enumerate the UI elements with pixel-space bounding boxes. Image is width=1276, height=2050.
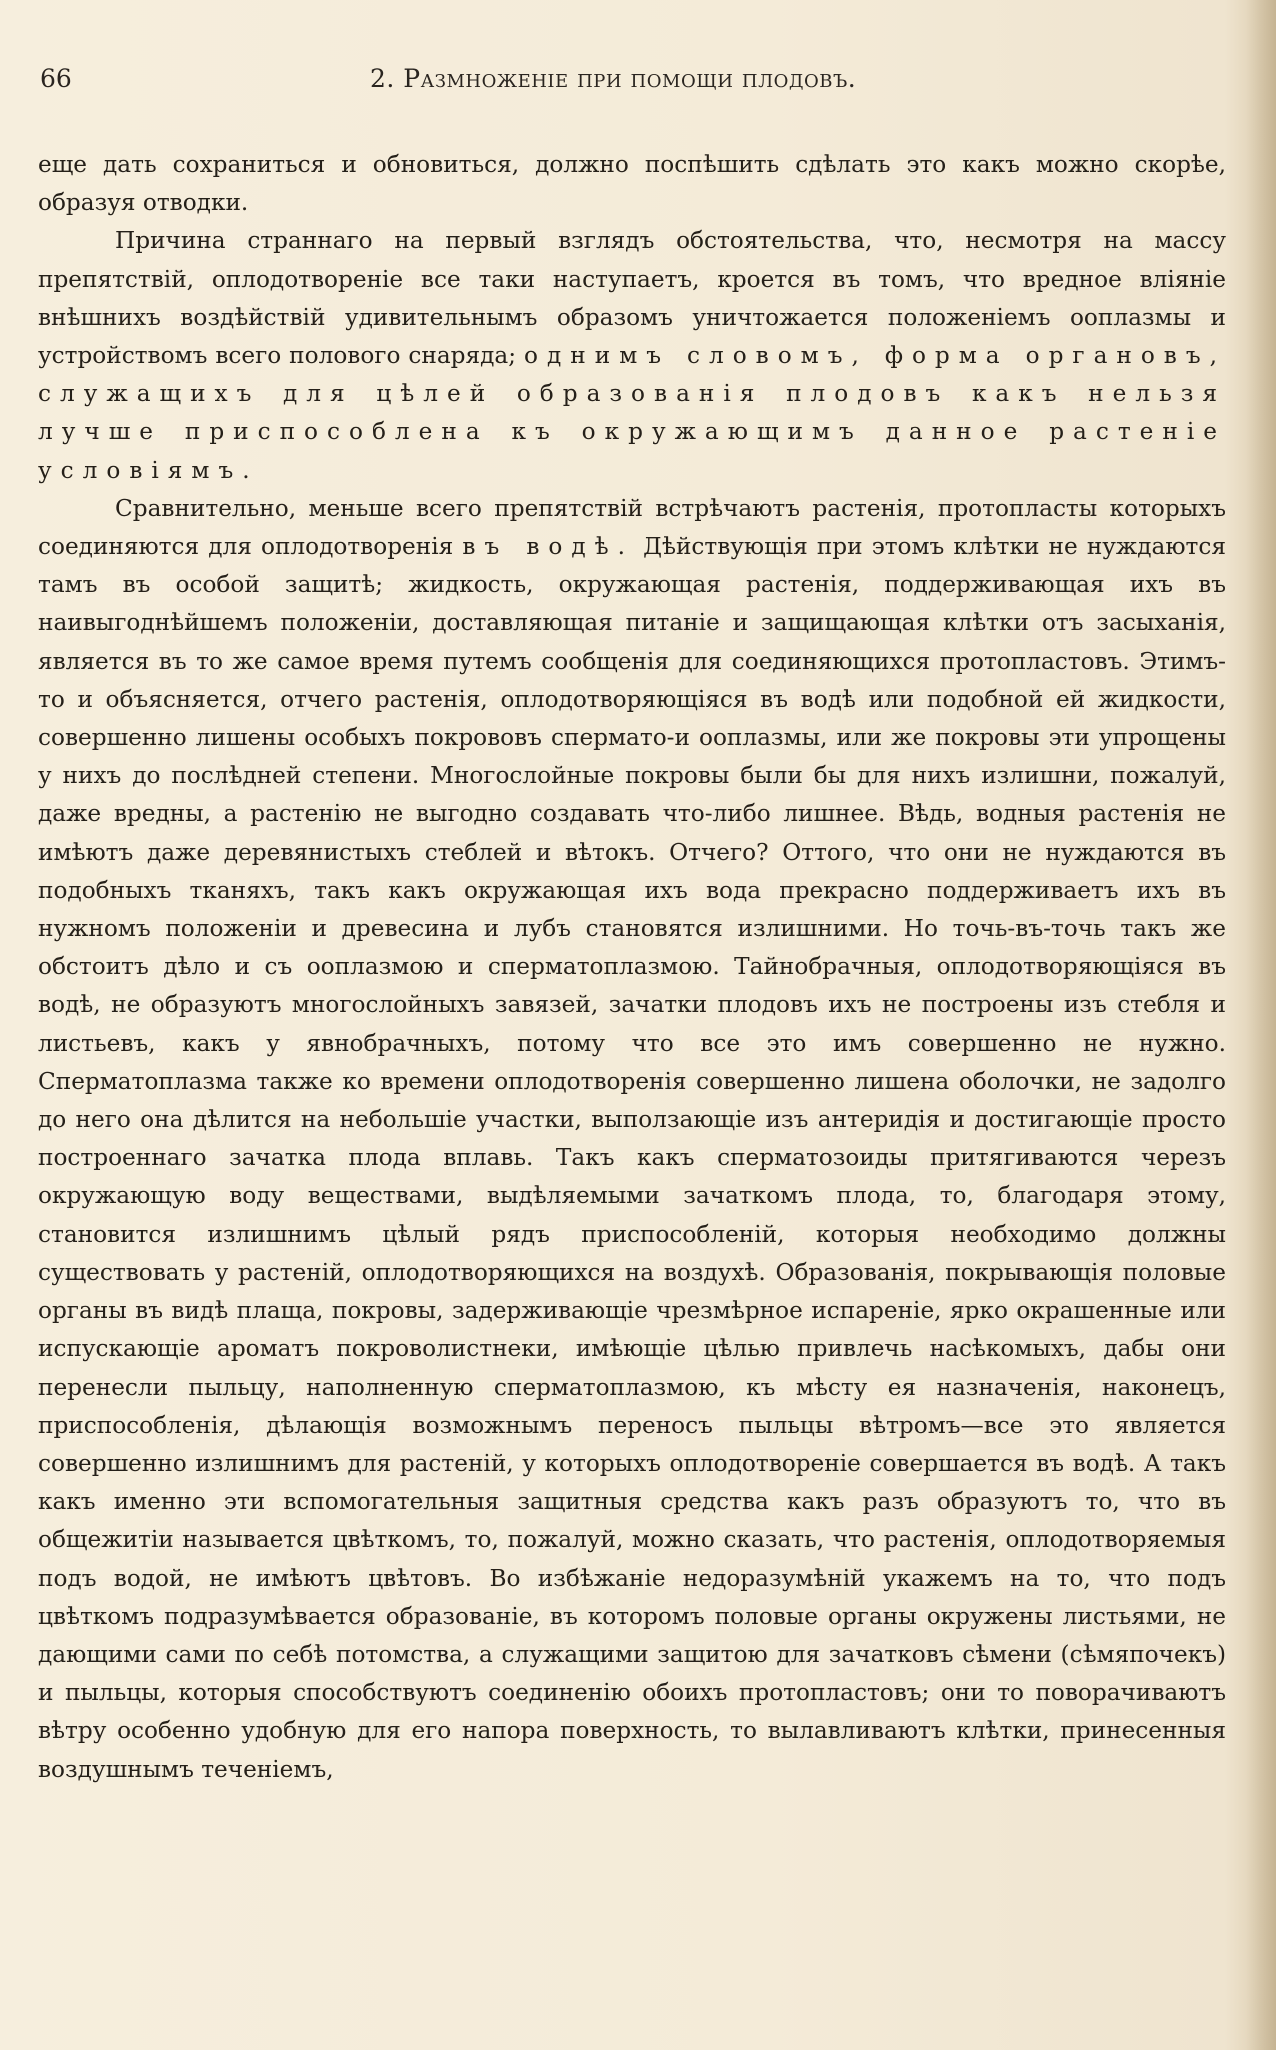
page-edge-shadow (1246, 0, 1276, 2050)
paragraph-3-text-start: Сравнительно, меньше всего препятствій встрѣчаютъ растенія, протопласты которыхъ соединяются для оплодотворенія (38, 494, 1226, 561)
paragraph-2-text: Причина страннаго на первый взглядъ обстоятельства, что, несмотря на массу препятствій, оплодотвореніе все таки наступаетъ, кроется въ томъ, что вредное вліяніе внѣшнихъ воздѣйствій удивительнымъ образомъ уничтожается положеніемъ ооплазмы и устройствомъ всего полового снаряда; (38, 227, 1226, 370)
paragraph-3 (38, 490, 1226, 1789)
paragraph-2 (38, 222, 1226, 489)
page-header (40, 64, 1226, 104)
body-text (38, 146, 1226, 1789)
running-title: 2. Размноженіе при помощи плодовъ. (370, 64, 857, 93)
paragraph-3-text-rest: Дѣйствующія при этомъ клѣтки не нуждаются тамъ въ особой защитѣ; жидкость, окружающая растенія, поддерживающая ихъ въ наивыгоднѣйшемъ положеніи, доставляющая питаніе и защищающая клѣтки отъ засыханія, является въ то же самое время путемъ сообщенія для соединяющихся протопластовъ. Этимъ-то и объясняется, отчего растенія, оплодотворяющіяся въ водѣ или подобной ей жидкости, совершенно лишены особыхъ покрововъ спермато-и ооплазмы, или же покровы эти упрощены у нихъ до послѣдней степени. Многослойные покровы были бы для нихъ излишни, пожалуй, даже вредны, а растенію не выгодно создавать что-либо лишнее. Вѣдь, водныя растенія не имѣютъ даже деревянистыхъ стеблей и вѣтокъ. Отчего? Оттого, что они не нуждаются въ подобныхъ тканяхъ, такъ какъ окружающая ихъ вода прекрасно поддерживаетъ ихъ въ нужномъ положеніи и древесина и лубъ становятся излишними. Но точь-въ-точь такъ же обстоитъ дѣло и съ ооплазмою и сперматоплазмою. Тайнобрачныя, оплодотворяющіяся въ водѣ, не образуютъ многослойныхъ завязей, зачатки плодовъ ихъ не построены изъ стебля и листьевъ, какъ у явнобрачныхъ, потому что все это имъ совершенно не нужно. Сперматоплазма также ко времени оплодотворенія совершенно лишена оболочки, не задолго до него она дѣлится на небольшіе участки, выползающіе изъ антеридія и достигающіе просто построеннаго зачатка плода вплавь. Такъ какъ сперматозоиды притягиваются черезъ окружающую воду веществами, выдѣляемыми зачаткомъ плода, то, благодаря этому, становится излишнимъ цѣлый рядъ приспособленій, которыя необходимо должны существовать у растеній, оплодотворяющихся на воздухѣ. Образованія, покрывающія половые органы въ видѣ плаща, покровы, задерживающіе чрезмѣрное испареніе, ярко окрашенные или испускающіе ароматъ покроволистнеки, имѣющіе цѣлью привлечь насѣкомыхъ, дабы они перенесли пыльцу, наполненную сперматоплазмою, къ мѣсту ея назначенія, наконецъ, приспособленія, дѣлающія возможнымъ переносъ пыльцы вѣтромъ—все это является совершенно излишнимъ для растеній, у которыхъ оплодотвореніе совершается въ водѣ. А такъ какъ именно эти вспомогательныя защитныя средства какъ разъ образуютъ то, что въ общежитіи называется цвѣткомъ, то, пожалуй, можно сказать, что растенія, оплодотворяемыя подъ водой, не имѣютъ цвѣтовъ. Во избѣжаніе недоразумѣній укажемъ на то, что подъ цвѣткомъ подразумѣвается образованіе, въ которомъ половые органы окружены листьями, не дающими сами по себѣ потомства, а служащими защитою для зачатковъ сѣмени (сѣмяпочекъ) и пыльцы, которыя способствуютъ соединенію обоихъ протопластовъ; они то поворачиваютъ вѣтру особенно удобную для его напора поверхность, то вылавливаютъ клѣтки, принесенныя воздушнымъ теченіемъ, (38, 533, 1226, 1783)
paragraph-continuation (38, 146, 1226, 222)
paragraph-1-text: еще дать сохраниться и обновиться, должно поспѣшить сдѣлать это какъ можно скорѣе, образуя отводки. (38, 151, 1226, 217)
paragraph-2-emphasis: однимъ словомъ, форма органовъ, служащихъ для цѣлей образованія плодовъ какъ нельзя лучше приспособлена къ окружающимъ данное растеніе условіямъ. (38, 342, 1226, 484)
paragraph-3-emphasis: въ водѣ. (462, 533, 634, 561)
page-number: 66 (40, 64, 72, 93)
